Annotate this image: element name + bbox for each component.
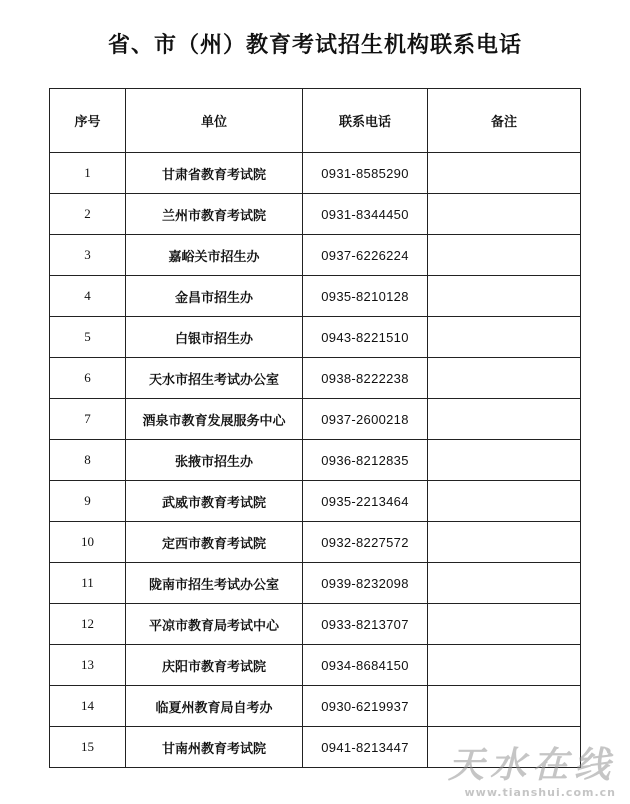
cell-no: 5	[50, 317, 126, 358]
table-body	[50, 153, 581, 768]
cell-unit: 张掖市招生办	[126, 440, 303, 481]
cell-phone: 0938-8222238	[303, 358, 428, 399]
table-row	[50, 358, 581, 399]
cell-phone: 0943-8221510	[303, 317, 428, 358]
cell-unit: 甘南州教育考试院	[126, 727, 303, 768]
cell-unit: 嘉峪关市招生办	[126, 235, 303, 276]
cell-note	[428, 522, 581, 563]
cell-note	[428, 686, 581, 727]
cell-phone: 0931-8585290	[303, 153, 428, 194]
cell-unit: 白银市招生办	[126, 317, 303, 358]
cell-phone: 0935-2213464	[303, 481, 428, 522]
table-row	[50, 686, 581, 727]
cell-note	[428, 481, 581, 522]
cell-phone: 0941-8213447	[303, 727, 428, 768]
cell-note	[428, 235, 581, 276]
cell-no: 2	[50, 194, 126, 235]
cell-no: 14	[50, 686, 126, 727]
contacts-table	[49, 88, 581, 768]
cell-unit: 甘肃省教育考试院	[126, 153, 303, 194]
cell-note	[428, 645, 581, 686]
watermark	[448, 746, 616, 800]
cell-unit: 天水市招生考试办公室	[126, 358, 303, 399]
cell-note	[428, 604, 581, 645]
cell-no: 11	[50, 563, 126, 604]
cell-no: 7	[50, 399, 126, 440]
header-note: 备注	[428, 89, 581, 153]
cell-no: 13	[50, 645, 126, 686]
watermark-logo-text: 天水在线	[447, 745, 616, 786]
table-row	[50, 235, 581, 276]
cell-unit: 庆阳市教育考试院	[126, 645, 303, 686]
cell-unit: 平凉市教育局考试中心	[126, 604, 303, 645]
cell-no: 12	[50, 604, 126, 645]
header-phone: 联系电话	[303, 89, 428, 153]
cell-note	[428, 276, 581, 317]
cell-note	[428, 153, 581, 194]
table-row	[50, 440, 581, 481]
cell-phone: 0933-8213707	[303, 604, 428, 645]
cell-phone: 0936-8212835	[303, 440, 428, 481]
cell-note	[428, 563, 581, 604]
cell-no: 10	[50, 522, 126, 563]
cell-unit: 武威市教育考试院	[126, 481, 303, 522]
table-row	[50, 522, 581, 563]
cell-phone: 0939-8232098	[303, 563, 428, 604]
cell-note	[428, 317, 581, 358]
cell-phone: 0934-8684150	[303, 645, 428, 686]
table-row	[50, 563, 581, 604]
cell-unit: 陇南市招生考试办公室	[126, 563, 303, 604]
cell-phone: 0930-6219937	[303, 686, 428, 727]
cell-note	[428, 358, 581, 399]
cell-no: 4	[50, 276, 126, 317]
table-row	[50, 481, 581, 522]
page-title: 省、市（州）教育考试招生机构联系电话	[107, 33, 522, 58]
cell-unit: 酒泉市教育发展服务中心	[126, 399, 303, 440]
cell-phone: 0937-6226224	[303, 235, 428, 276]
cell-phone: 0935-8210128	[303, 276, 428, 317]
cell-note	[428, 194, 581, 235]
table-row	[50, 276, 581, 317]
cell-no: 6	[50, 358, 126, 399]
header-unit: 单位	[126, 89, 303, 153]
cell-no: 1	[50, 153, 126, 194]
cell-unit: 定西市教育考试院	[126, 522, 303, 563]
cell-note	[428, 399, 581, 440]
table-row	[50, 153, 581, 194]
table-row	[50, 317, 581, 358]
cell-no: 8	[50, 440, 126, 481]
cell-no: 9	[50, 481, 126, 522]
cell-unit: 金昌市招生办	[126, 276, 303, 317]
watermark-url: www.tianshui.com.cn	[464, 786, 616, 799]
cell-no: 15	[50, 727, 126, 768]
cell-no: 3	[50, 235, 126, 276]
cell-unit: 临夏州教育局自考办	[126, 686, 303, 727]
cell-unit: 兰州市教育考试院	[126, 194, 303, 235]
header-no: 序号	[50, 89, 126, 153]
table-row	[50, 194, 581, 235]
cell-phone: 0932-8227572	[303, 522, 428, 563]
cell-phone: 0937-2600218	[303, 399, 428, 440]
table-row	[50, 399, 581, 440]
table-row	[50, 645, 581, 686]
cell-note	[428, 440, 581, 481]
table-row	[50, 604, 581, 645]
cell-phone: 0931-8344450	[303, 194, 428, 235]
table-header-row	[50, 89, 581, 153]
